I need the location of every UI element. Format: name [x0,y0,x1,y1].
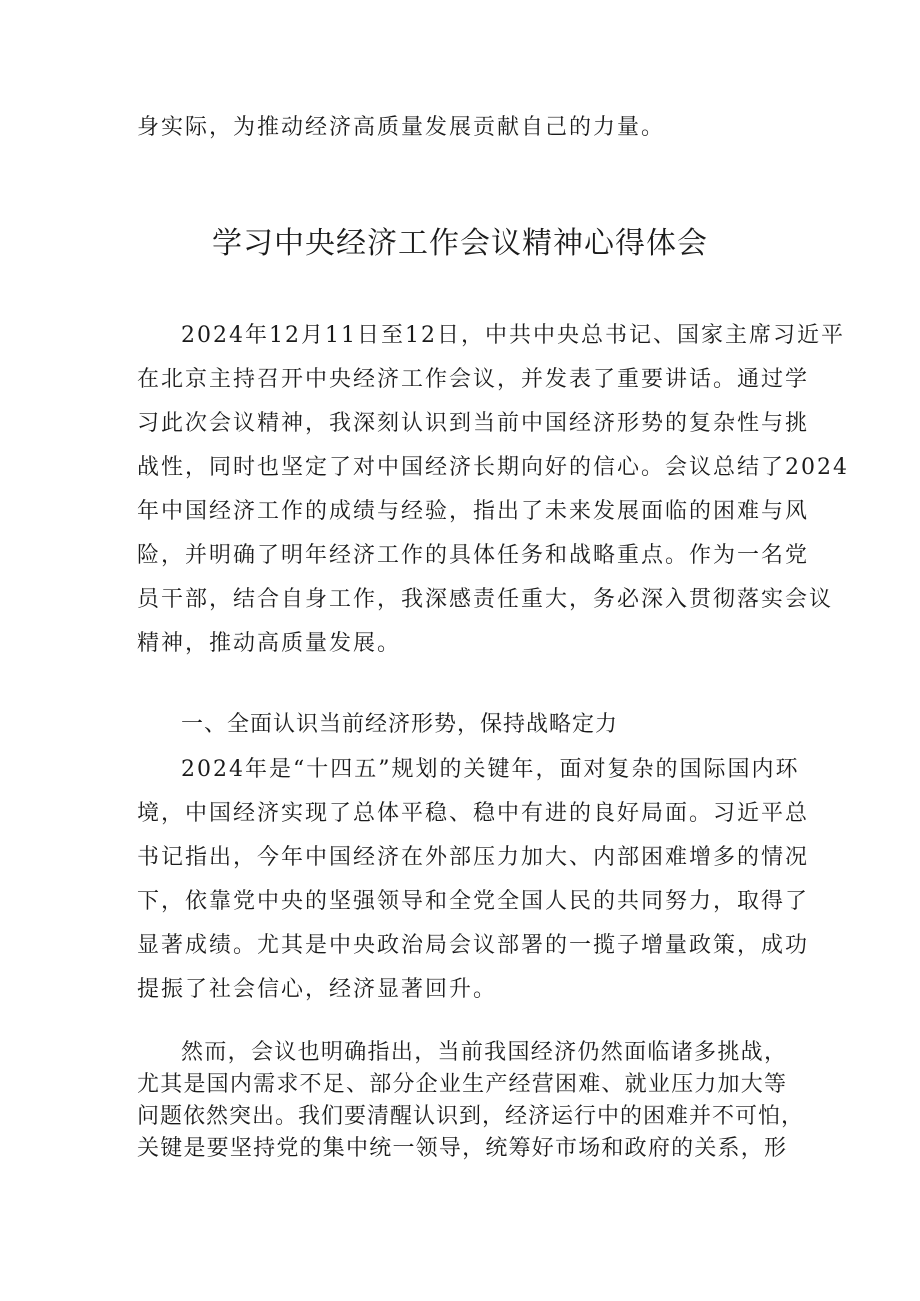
text-line: 书记指出，今年中国经济在外部压力加大、内部困难增多的情况 [137,845,810,870]
text-line: 显著成绩。尤其是中央政治局会议部署的一揽子增量政策，成功 [137,933,810,958]
paragraph-2 [137,748,810,1012]
text-line: 下，依靠党中央的坚强领导和全党全国人民的共同努力，取得了 [137,889,810,914]
text-line: 然而，会议也明确指出，当前我国经济仍然面临诸多挑战， [181,1040,787,1065]
text-line: 战性，同时也坚定了对中国经济长期向好的信心。会议总结了2024 [137,455,849,480]
document-title: 学习中央经济工作会议精神心得体会 [212,226,708,261]
text-line: 险，并明确了明年经济工作的具体任务和战略重点。作为一名党 [137,543,810,568]
text-line: 习此次会议精神，我深刻认识到当前中国经济形势的复杂性与挑 [137,411,810,436]
text-line: 员干部，结合自身工作，我深感责任重大，务必深入贯彻落实会议 [137,587,834,612]
text-line: 在北京主持召开中央经济工作会议，并发表了重要讲话。通过学 [137,367,810,392]
paragraph-3 [137,1037,805,1165]
text-line: 提振了社会信心，经济显著回升。 [137,977,498,1002]
text-line: 境，中国经济实现了总体平稳、稳中有进的良好局面。习近平总 [137,801,810,826]
text-line: 身实际，为推动经济高质量发展贡献自己的力量。 [137,115,666,140]
section-heading: 一、全面认识当前经济形势，保持战略定力 [181,712,619,737]
text-line: 2024年是“十四五”规划的关键年，面对复杂的国际国内环 [181,757,800,782]
text-line: 精神，推动高质量发展。 [137,631,402,656]
text-line: 2024年12月11日至12日，中共中央总书记、国家主席习近平 [181,323,845,348]
text-line: 年中国经济工作的成绩与经验，指出了未来发展面临的困难与风 [137,499,810,524]
top-fragment [137,106,787,150]
paragraph-1 [137,314,849,666]
text-line: 尤其是国内需求不足、部分企业生产经营困难、就业压力加大等 [137,1072,787,1097]
text-line: 关键是要坚持党的集中统一领导，统筹好市场和政府的关系，形 [137,1136,787,1161]
text-line: 问题依然突出。我们要清醒认识到，经济运行中的困难并不可怕， [137,1104,805,1129]
